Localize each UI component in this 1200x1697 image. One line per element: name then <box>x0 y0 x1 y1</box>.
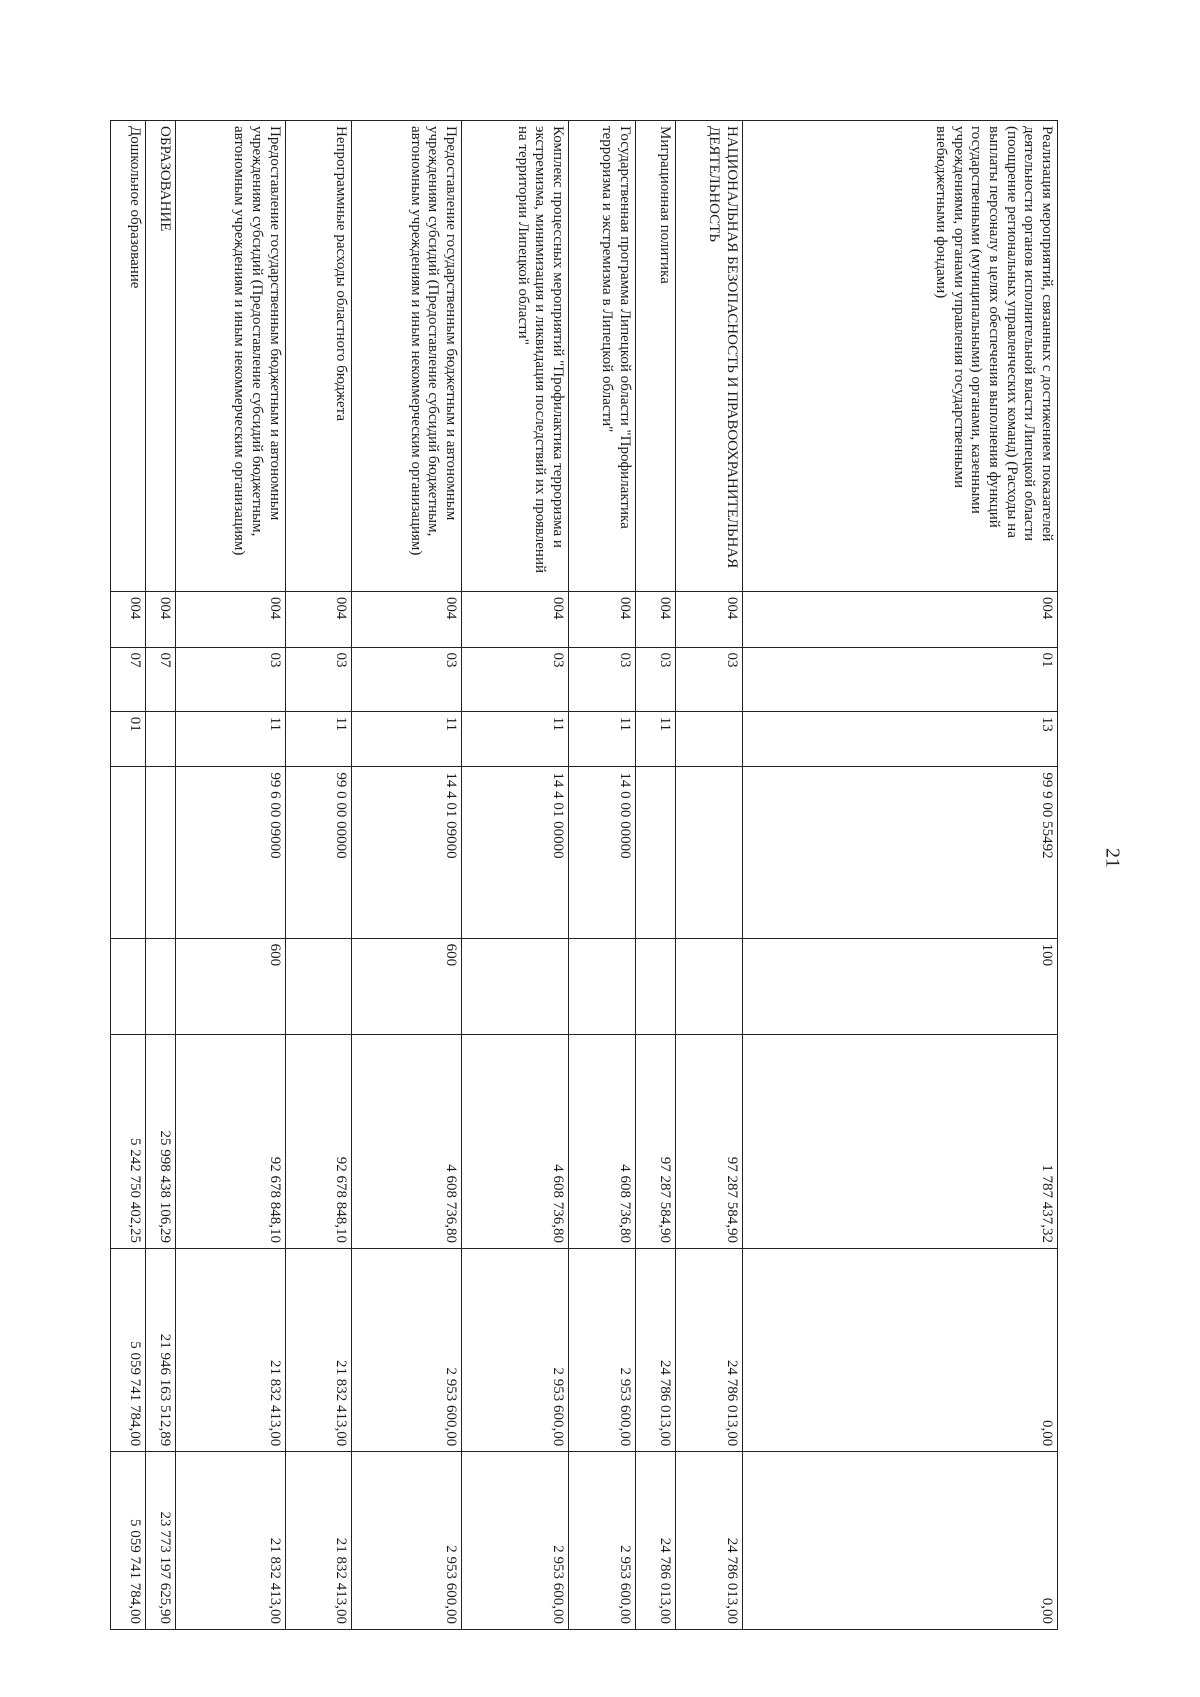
row-sum-3: 24 786 013,00 <box>635 1452 675 1630</box>
row-target-article <box>675 767 742 938</box>
row-ved-code: 004 <box>675 591 742 647</box>
row-sum-1: 4 608 736,80 <box>462 1034 569 1248</box>
row-expense-type: 600 <box>176 938 286 1034</box>
row-name: Предоставление государственным бюджетным и автономным учреждениям субсидий (Предоставление субсидий бюджетным, автономным учреждениям и иным некоммерческим организациям) <box>352 121 462 592</box>
row-expense-type <box>285 938 352 1034</box>
row-subsection-code: 13 <box>742 711 1057 767</box>
row-ved-code: 004 <box>145 591 175 647</box>
row-sum-3: 0,00 <box>742 1452 1057 1630</box>
table-row <box>742 121 1057 1630</box>
row-subsection-code: 11 <box>176 711 286 767</box>
row-expense-type: 100 <box>742 938 1057 1034</box>
row-name: Непрограммные расходы областного бюджета <box>285 121 352 592</box>
row-expense-type <box>675 938 742 1034</box>
row-name: НАЦИОНАЛЬНАЯ БЕЗОПАСНОСТЬ И ПРАВООХРАНИТЕЛЬНАЯ ДЕЯТЕЛЬНОСТЬ <box>675 121 742 592</box>
row-sum-2: 24 786 013,00 <box>635 1248 675 1451</box>
table-row <box>635 121 675 1630</box>
row-subsection-code <box>145 711 175 767</box>
row-sum-1: 1 787 437,32 <box>742 1034 1057 1248</box>
row-name: ОБРАЗОВАНИЕ <box>145 121 175 592</box>
row-section-code: 03 <box>635 647 675 711</box>
row-sum-1: 92 678 848,10 <box>285 1034 352 1248</box>
row-ved-code: 004 <box>176 591 286 647</box>
row-section-code: 03 <box>352 647 462 711</box>
row-sum-1: 92 678 848,10 <box>176 1034 286 1248</box>
row-name: Миграционная политика <box>635 121 675 592</box>
row-section-code: 01 <box>742 647 1057 711</box>
row-target-article: 14 4 01 00000 <box>462 767 569 938</box>
row-sum-2: 5 059 741 784,00 <box>111 1248 146 1451</box>
row-subsection-code: 11 <box>635 711 675 767</box>
rotated-page <box>110 120 1058 1630</box>
row-sum-1: 4 608 736,80 <box>352 1034 462 1248</box>
row-section-code: 07 <box>111 647 146 711</box>
row-sum-2: 0,00 <box>742 1248 1057 1451</box>
row-sum-3: 5 059 741 784,00 <box>111 1452 146 1630</box>
row-target-article: 99 6 00 09000 <box>176 767 286 938</box>
row-sum-3: 2 953 600,00 <box>352 1452 462 1630</box>
row-ved-code: 004 <box>352 591 462 647</box>
row-ved-code: 004 <box>568 591 635 647</box>
row-sum-2: 2 953 600,00 <box>462 1248 569 1451</box>
row-subsection-code: 11 <box>462 711 569 767</box>
row-ved-code: 004 <box>742 591 1057 647</box>
row-target-article: 99 9 00 55492 <box>742 767 1057 938</box>
table-row <box>176 121 286 1630</box>
row-sum-3: 24 786 013,00 <box>675 1452 742 1630</box>
table-row <box>285 121 352 1630</box>
budget-table <box>110 120 1058 1630</box>
row-ved-code: 004 <box>635 591 675 647</box>
row-sum-2: 2 953 600,00 <box>352 1248 462 1451</box>
row-sum-1: 97 287 584,90 <box>675 1034 742 1248</box>
row-sum-3: 21 832 413,00 <box>285 1452 352 1630</box>
table-row <box>462 121 569 1630</box>
row-sum-2: 21 832 413,00 <box>176 1248 286 1451</box>
row-sum-1: 5 242 750 402,25 <box>111 1034 146 1248</box>
row-target-article <box>111 767 146 938</box>
row-sum-1: 97 287 584,90 <box>635 1034 675 1248</box>
row-sum-3: 2 953 600,00 <box>462 1452 569 1630</box>
row-ved-code: 004 <box>462 591 569 647</box>
row-subsection-code: 01 <box>111 711 146 767</box>
row-section-code: 07 <box>145 647 175 711</box>
row-sum-3: 21 832 413,00 <box>176 1452 286 1630</box>
row-section-code: 03 <box>675 647 742 711</box>
row-target-article: 99 0 00 00000 <box>285 767 352 938</box>
row-subsection-code <box>675 711 742 767</box>
row-target-article: 14 4 01 09000 <box>352 767 462 938</box>
row-subsection-code: 11 <box>568 711 635 767</box>
row-name: Предоставление государственным бюджетным и автономным учреждениям субсидий (Предоставление субсидий бюджетным, автономным учреждениям и иным некоммерческим организациям) <box>176 121 286 592</box>
row-expense-type <box>145 938 175 1034</box>
row-sum-2: 21 832 413,00 <box>285 1248 352 1451</box>
table-row <box>111 121 146 1630</box>
row-section-code: 03 <box>568 647 635 711</box>
table-row <box>675 121 742 1630</box>
row-sum-3: 23 773 197 625,90 <box>145 1452 175 1630</box>
row-sum-2: 24 786 013,00 <box>675 1248 742 1451</box>
row-target-article <box>145 767 175 938</box>
row-expense-type <box>568 938 635 1034</box>
table-row <box>352 121 462 1630</box>
row-ved-code: 004 <box>285 591 352 647</box>
row-expense-type <box>635 938 675 1034</box>
row-expense-type <box>111 938 146 1034</box>
row-sum-2: 21 946 163 512,89 <box>145 1248 175 1451</box>
row-sum-1: 4 608 736,80 <box>568 1034 635 1248</box>
row-subsection-code: 11 <box>352 711 462 767</box>
row-section-code: 03 <box>285 647 352 711</box>
row-name: Реализация мероприятий, связанных с достижением показателей деятельности органов исполнительной власти Липецкой области (поощрение региональных управленческих команд) (Расходы на выплаты персоналу в целях обеспечения выполнения функций государственными (муниципальными) органами, казенными учреждениями, органами управления государственными внебюджетными фондами) <box>742 121 1057 592</box>
row-ved-code: 004 <box>111 591 146 647</box>
row-name: Государственная программа Липецкой области "Профилактика терроризма и экстремизма в Липецкой области" <box>568 121 635 592</box>
row-sum-1: 25 998 438 106,29 <box>145 1034 175 1248</box>
row-expense-type: 600 <box>352 938 462 1034</box>
row-target-article <box>635 767 675 938</box>
row-sum-3: 2 953 600,00 <box>568 1452 635 1630</box>
table-row <box>145 121 175 1630</box>
row-name: Дошкольное образование <box>111 121 146 592</box>
row-name: Комплекс процессных мероприятий "Профилактика терроризма и экстремизма, минимизация и ликвидация последствий их проявлений на территории Липецкой области" <box>462 121 569 592</box>
row-section-code: 03 <box>176 647 286 711</box>
row-subsection-code: 11 <box>285 711 352 767</box>
table-row <box>568 121 635 1630</box>
row-expense-type <box>462 938 569 1034</box>
row-section-code: 03 <box>462 647 569 711</box>
row-sum-2: 2 953 600,00 <box>568 1248 635 1451</box>
row-target-article: 14 0 00 00000 <box>568 767 635 938</box>
page-number: 21 <box>1101 848 1124 868</box>
